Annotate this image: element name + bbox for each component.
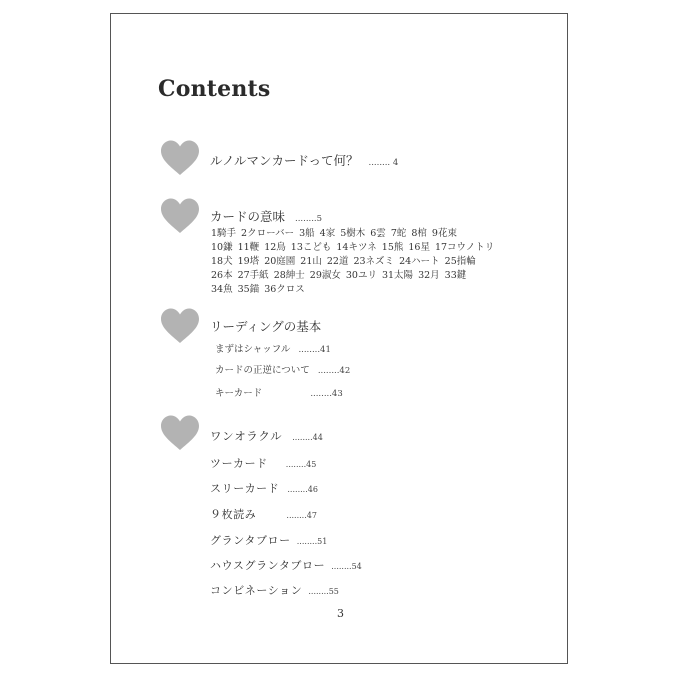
card-entry[interactable]: 35錨 xyxy=(237,284,260,295)
page-ref: ........47 xyxy=(286,511,317,520)
card-list-line xyxy=(211,239,499,253)
toc-entry-three-card[interactable] xyxy=(210,480,318,496)
page-ref: ........42 xyxy=(317,366,351,376)
book-page xyxy=(110,13,568,664)
card-entry[interactable]: 24ハート xyxy=(399,256,440,267)
page-ref: ........44 xyxy=(292,433,323,442)
toc-entry-nine-card[interactable] xyxy=(210,506,317,522)
card-entry[interactable]: 15熊 xyxy=(381,242,404,253)
page-ref: ........41 xyxy=(298,345,331,355)
toc-section-card-meanings[interactable] xyxy=(210,207,322,225)
toc-entry-two-card[interactable] xyxy=(210,455,316,471)
toc-section-one-oracle[interactable] xyxy=(210,428,323,444)
card-entry[interactable]: 23ネズミ xyxy=(353,256,395,267)
toc-entry-upright-reversed[interactable] xyxy=(215,362,350,376)
section-title: リーディングの基本 xyxy=(210,319,322,334)
card-entry[interactable]: 27手紙 xyxy=(237,270,269,281)
card-entry[interactable]: 31太陽 xyxy=(381,270,414,281)
card-entry[interactable]: 5樹木 xyxy=(340,228,366,239)
page-ref: ........45 xyxy=(285,460,317,469)
section-title: カードの意味 xyxy=(210,209,286,224)
card-entry[interactable]: 13こども xyxy=(290,242,332,253)
card-entry[interactable]: 11鞭 xyxy=(237,242,260,253)
heart-icon xyxy=(160,415,200,451)
card-entry[interactable]: 22道 xyxy=(326,256,349,267)
card-entry[interactable]: 1騎手 xyxy=(211,228,237,239)
entry-title: コンビネーション xyxy=(210,584,303,597)
card-list-line xyxy=(211,281,310,295)
page-ref: ........ 4 xyxy=(368,158,399,168)
card-entry[interactable]: 7蛇 xyxy=(390,228,407,239)
card-entry[interactable]: 9花束 xyxy=(431,228,457,239)
toc-section-what-is-lenormand[interactable] xyxy=(210,151,398,169)
card-entry[interactable]: 17コウノトリ xyxy=(434,242,495,253)
card-entry[interactable]: 21山 xyxy=(300,256,322,267)
section-title: ルノルマンカードって何？ xyxy=(210,153,359,168)
toc-entry-shuffle[interactable] xyxy=(215,341,331,355)
page-number: 3 xyxy=(337,607,344,620)
card-entry[interactable]: 14キツネ xyxy=(336,242,377,253)
entry-title: キーカード xyxy=(215,388,263,399)
heart-icon xyxy=(160,308,200,344)
page-ref: ........43 xyxy=(310,389,343,399)
heart-icon xyxy=(160,198,200,234)
entry-title: ハウスグランタブロー xyxy=(210,559,326,572)
card-list-line xyxy=(211,267,471,281)
card-entry[interactable]: 8棺 xyxy=(411,228,427,239)
card-entry[interactable]: 6雲 xyxy=(370,228,386,239)
card-entry[interactable]: 33鍵 xyxy=(444,270,467,281)
toc-entry-grand-tableau[interactable] xyxy=(210,532,327,548)
card-entry[interactable]: 12鳥 xyxy=(264,242,286,253)
card-entry[interactable]: 3船 xyxy=(299,228,315,239)
entry-title: ９枚読み xyxy=(210,508,257,521)
card-entry[interactable]: 2クローバー xyxy=(241,228,295,239)
entry-title: グランタブロー xyxy=(210,534,291,547)
contents-heading: Contents xyxy=(158,76,271,102)
toc-entry-key-card[interactable] xyxy=(215,385,343,399)
card-entry[interactable]: 20庭園 xyxy=(264,256,296,267)
card-entry[interactable]: 26本 xyxy=(211,270,233,281)
card-list-line xyxy=(211,253,481,267)
page-ref: ........51 xyxy=(296,537,328,546)
page-ref: ........54 xyxy=(331,562,362,571)
card-entry[interactable]: 28紳士 xyxy=(273,270,305,281)
card-entry[interactable]: 34魚 xyxy=(211,284,233,295)
entry-title: カードの正逆について xyxy=(215,365,310,376)
entry-title: ツーカード xyxy=(210,457,268,470)
page-ref: ........55 xyxy=(308,587,339,596)
entry-title: まずはシャッフル xyxy=(215,344,291,355)
toc-section-reading-basics[interactable] xyxy=(210,317,321,335)
toc-entry-house-grand-tableau[interactable] xyxy=(210,557,362,573)
card-entry[interactable]: 29淑女 xyxy=(309,270,341,281)
page-ref: ........46 xyxy=(287,485,318,494)
card-entry[interactable]: 30ユリ xyxy=(345,270,377,281)
heart-icon xyxy=(160,140,200,176)
toc-entry-combination[interactable] xyxy=(210,582,339,598)
card-entry[interactable]: 19塔 xyxy=(237,256,260,267)
card-entry[interactable]: 25指輪 xyxy=(444,256,476,267)
card-entry[interactable]: 10鎌 xyxy=(211,242,233,253)
section-title: ワンオラクル xyxy=(210,429,283,443)
card-list-line xyxy=(211,225,462,239)
card-entry[interactable]: 32月 xyxy=(418,270,440,281)
card-entry[interactable]: 18犬 xyxy=(211,256,233,267)
card-entry[interactable]: 16星 xyxy=(408,242,430,253)
entry-title: スリーカード xyxy=(210,482,280,495)
page-ref: ........5 xyxy=(295,214,323,224)
card-entry[interactable]: 36クロス xyxy=(264,284,305,295)
card-entry[interactable]: 4家 xyxy=(319,228,336,239)
